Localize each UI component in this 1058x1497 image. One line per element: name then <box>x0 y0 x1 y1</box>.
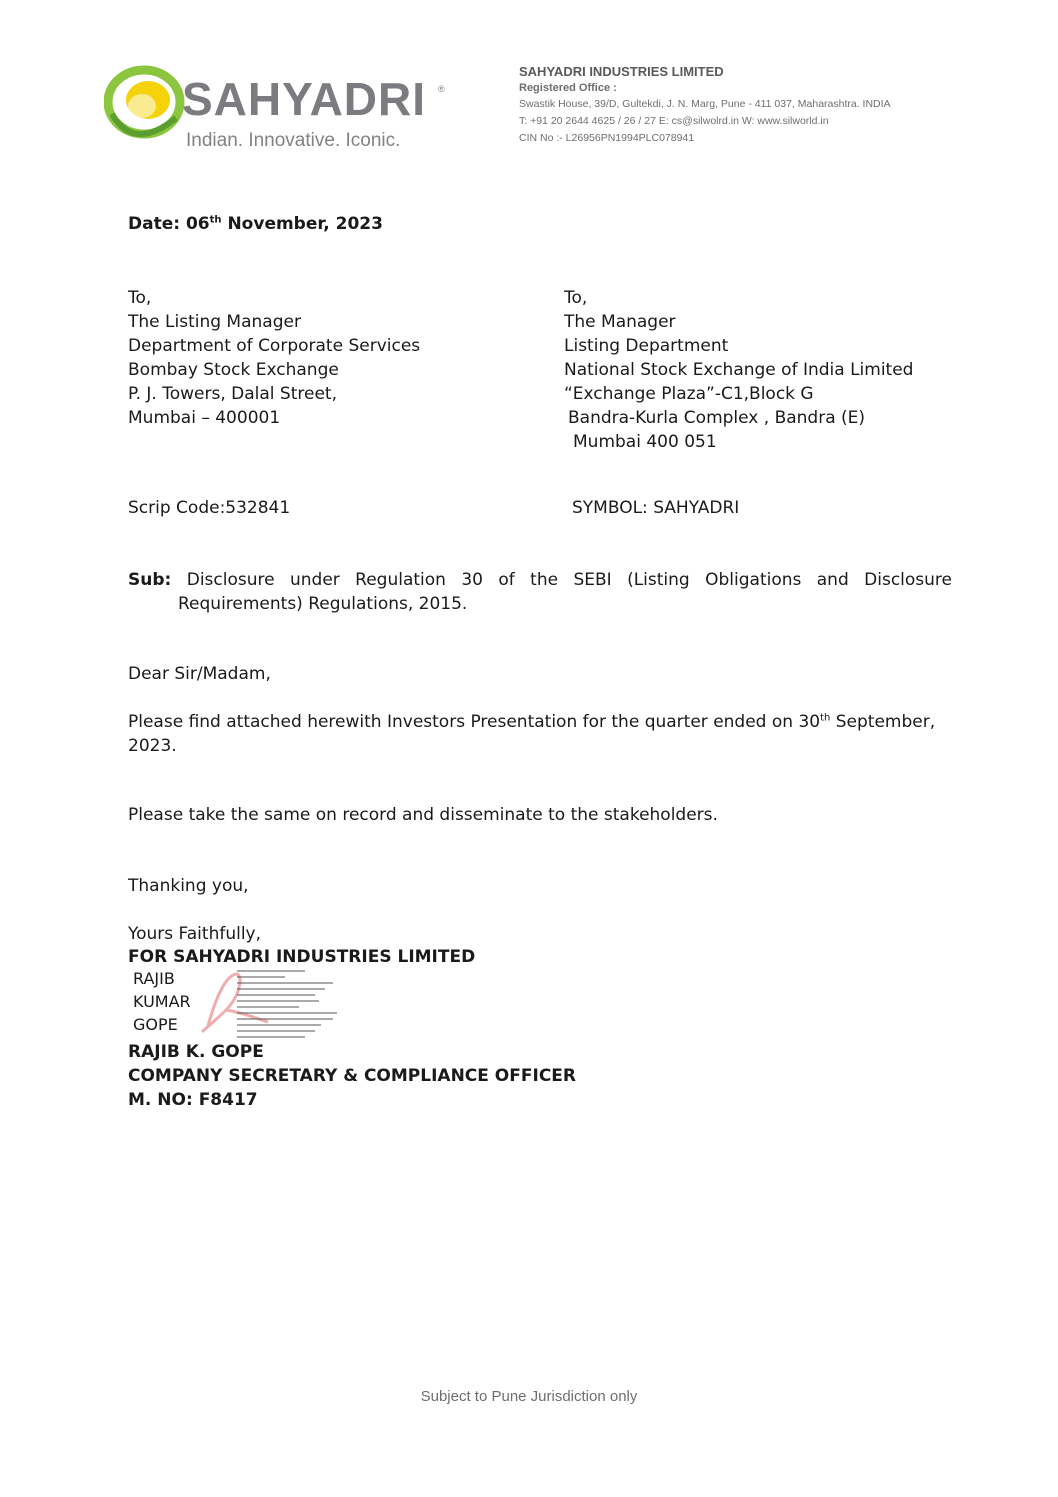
address-line: Bandra-Kurla Complex , Bandra (E) <box>568 408 866 428</box>
address-line: P. J. Towers, Dalal Street, <box>128 384 337 404</box>
address-line: The Manager <box>564 312 676 332</box>
subject-line-2: Requirements) Regulations, 2015. <box>178 594 468 614</box>
company-contact: T: +91 20 2644 4625 / 26 / 27 E: cs@silwolrd.in W: www.silworld.in <box>519 115 829 127</box>
thanks-line: Thanking you, <box>128 876 249 896</box>
address-line: National Stock Exchange of India Limited <box>564 360 914 380</box>
signature-name: RAJIB KUMAR GOPE <box>133 969 191 1034</box>
signatory-membership: M. NO: F8417 <box>128 1090 258 1110</box>
address-line: To, <box>564 288 588 308</box>
address-line: Bombay Stock Exchange <box>128 360 339 380</box>
letter-date: Date: 06th November, 2023 <box>128 214 383 234</box>
subject-line-1: Disclosure under Regulation 30 of the SEBI (Listing Obligations and Disclosure <box>171 570 952 590</box>
address-line: Mumbai – 400001 <box>128 408 281 428</box>
company-name: SAHYADRI INDUSTRIES LIMITED <box>519 64 724 79</box>
company-cin: CIN No :- L26956PN1994PLC078941 <box>519 132 695 144</box>
brand-tagline: Indian. Innovative. Iconic. <box>186 130 401 151</box>
address-line: Listing Department <box>564 336 729 356</box>
footer-jurisdiction: Subject to Pune Jurisdiction only <box>420 1388 638 1405</box>
signatory <box>128 1040 576 1112</box>
body-paragraph-1: Please find attached herewith Investors Presentation for the quarter ended on 30th September, 2023. <box>128 712 936 756</box>
registered-mark: ® <box>438 84 445 94</box>
signature-fine-print <box>235 968 345 1040</box>
address-line: Department of Corporate Services <box>128 336 421 356</box>
company-details <box>519 64 891 147</box>
stock-symbol: SYMBOL: SAHYADRI <box>572 498 740 518</box>
greeting: Dear Sir/Madam, <box>128 664 271 684</box>
subject <box>128 568 952 616</box>
address-nse <box>564 286 913 454</box>
company-address: Swastik House, 39/D, Gultekdi, J. N. Marg, Pune - 411 037, Maharashtra. INDIA <box>519 98 891 110</box>
for-company-line: FOR SAHYADRI INDUSTRIES LIMITED <box>128 947 476 967</box>
closing-line: Yours Faithfully, <box>128 924 262 944</box>
body-paragraph-2: Please take the same on record and disseminate to the stakeholders. <box>128 805 718 825</box>
signatory-name: RAJIB K. GOPE <box>128 1042 264 1062</box>
registered-office-label: Registered Office : <box>519 82 617 94</box>
address-line: “Exchange Plaza”-C1,Block G <box>564 384 814 404</box>
scrip-code: Scrip Code:532841 <box>128 498 291 518</box>
address-line: To, <box>128 288 152 308</box>
brand-name: SAHYADRI <box>182 73 427 125</box>
subject-label: Sub: <box>128 570 172 590</box>
signatory-designation: COMPANY SECRETARY & COMPLIANCE OFFICER <box>128 1066 576 1086</box>
address-line: Mumbai 400 051 <box>573 432 717 452</box>
address-bse <box>128 286 420 430</box>
address-line: The Listing Manager <box>128 312 301 332</box>
